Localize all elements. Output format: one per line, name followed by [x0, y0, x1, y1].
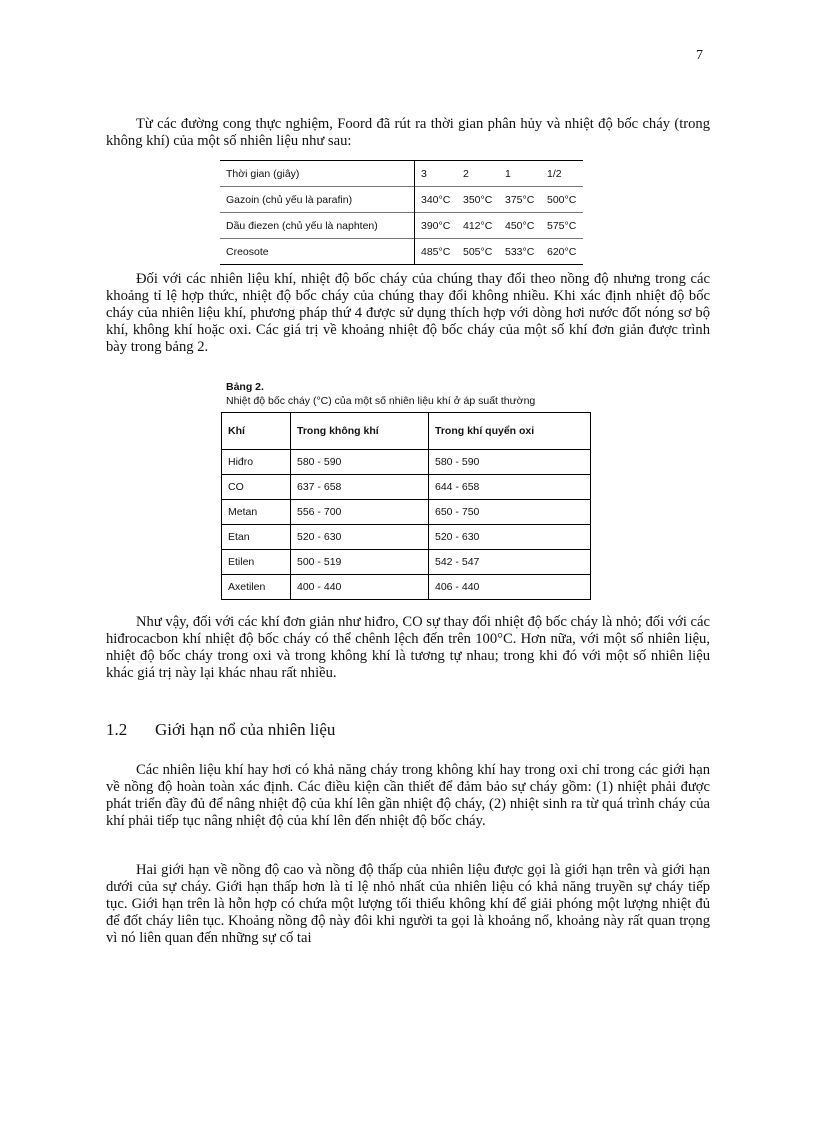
table-cell: 340°C — [415, 187, 458, 213]
table-row — [222, 500, 591, 525]
table-cell: Axetilen — [222, 575, 291, 600]
table-header-row — [222, 413, 591, 450]
table-row — [222, 525, 591, 550]
table-row — [220, 239, 583, 265]
table-cell: 1 — [505, 167, 511, 180]
table-cell: 520 - 630 — [291, 525, 429, 550]
table-cell: Trong không khí — [291, 413, 429, 450]
table-cell: 406 - 440 — [429, 575, 591, 600]
table-cell: 2 — [463, 167, 469, 180]
table-cell: 1/2 — [547, 167, 562, 180]
caption-text: Nhiệt độ bốc cháy (°C) của một số nhiên liệu khí ở áp suất thường — [226, 395, 536, 407]
table-cell: 575°C — [541, 213, 583, 239]
table-ignition-time — [220, 160, 583, 265]
table-cell: 485°C — [415, 239, 458, 265]
table-cell: 580 - 590 — [291, 450, 429, 475]
caption-title: Bảng 2. — [226, 381, 264, 393]
paragraph-flammability: Các nhiên liệu khí hay hơi có khả năng cháy trong không khí hay trong oxi chỉ trong các giới hạn về nồng độ hoàn toàn xác định. Các điều kiện cần thiết để đảm bảo sự cháy gồm: (1) nhiệt phải được phát triển đầy đủ để nâng nhiệt độ của khí lên gần nhiệt độ cháy, (2) nhiệt sinh ra từ quá trình cháy của khí phải tiếp tục nâng nhiệt độ của khí lên đến nhiệt độ bốc cháy. — [106, 762, 710, 829]
page-number: 7 — [696, 48, 703, 63]
table-cell: Gazoin (chủ yếu là parafin) — [220, 187, 415, 213]
table-gas-ignition — [221, 412, 591, 600]
table-cell: 350°C — [457, 187, 499, 213]
section-heading — [106, 720, 335, 740]
table-cell: Dầu điezen (chủ yếu là naphten) — [220, 213, 415, 239]
table-cell: 390°C — [415, 213, 458, 239]
table-cell: 3 — [421, 167, 427, 180]
table-cell: 620°C — [541, 239, 583, 265]
table-cell: Thời gian (giây) — [220, 161, 415, 187]
table-cell: Khí — [222, 413, 291, 450]
paragraph-gas-fuels: Đối với các nhiên liệu khí, nhiệt độ bốc cháy của chúng thay đổi theo nồng độ nhưng trong các khoảng tỉ lệ hợp thức, nhiệt độ bốc cháy của chúng thay đổi không nhiều. Khi xác định nhiệt độ bốc cháy của nhiên liệu khí, phương pháp thứ 4 được sử dụng thích hợp với dòng hơi nước đốt nóng sơ bộ khí, không khí hoặc oxi. Các giá trị về khoảng nhiệt độ bốc cháy của một số khí đơn giản được trình bày trong bảng 2. — [106, 271, 710, 355]
table-cell: 450°C — [499, 213, 541, 239]
table-cell: 556 - 700 — [291, 500, 429, 525]
section-number: 1.2 — [106, 720, 128, 739]
table-cell: 637 - 658 — [291, 475, 429, 500]
table-row — [222, 575, 591, 600]
table-cell: Metan — [222, 500, 291, 525]
table-cell: 542 - 547 — [429, 550, 591, 575]
table-row — [222, 550, 591, 575]
table-row — [220, 187, 583, 213]
table-row — [222, 475, 591, 500]
table-cell: 500 - 519 — [291, 550, 429, 575]
table-cell: Etilen — [222, 550, 291, 575]
section-title: Giới hạn nổ của nhiên liệu — [155, 720, 336, 739]
table-cell: 650 - 750 — [429, 500, 591, 525]
table-cell: 644 - 658 — [429, 475, 591, 500]
table-cell: 375°C — [499, 187, 541, 213]
table-cell: 580 - 590 — [429, 450, 591, 475]
table-cell: 520 - 630 — [429, 525, 591, 550]
table-cell: 400 - 440 — [291, 575, 429, 600]
paragraph-intro: Từ các đường cong thực nghiệm, Foord đã rút ra thời gian phân hủy và nhiệt độ bốc cháy (trong không khí) của một số nhiên liệu như sau: — [106, 116, 710, 149]
paragraph-limits: Hai giới hạn về nồng độ cao và nồng độ thấp của nhiên liệu được gọi là giới hạn trên và giới hạn dưới của sự cháy. Giới hạn thấp hơn là tỉ lệ nhỏ nhất của nhiên liệu có khả năng truyền sự cháy tiếp tục. Giới hạn trên là hỗn hợp có chứa một lượng tối thiểu không khí để giải phóng một lượng nhiệt đủ để đốt cháy liên tục. Khoảng nồng độ này đôi khi người ta gọi là khoảng nổ, khoảng này rất quan trọng vì nó liên quan đến những sự cố tai — [106, 862, 710, 946]
table-caption — [226, 380, 535, 408]
table-cell: Etan — [222, 525, 291, 550]
table-row — [220, 213, 583, 239]
table-cell: Hiđro — [222, 450, 291, 475]
table-cell: 533°C — [499, 239, 541, 265]
table-cell: 412°C — [457, 213, 499, 239]
table-cell: 505°C — [457, 239, 499, 265]
table-cell: 500°C — [541, 187, 583, 213]
table-header-row — [220, 161, 583, 187]
table-cell: Trong khí quyển oxi — [429, 413, 591, 450]
paragraph-conclusion: Như vậy, đối với các khí đơn giản như hiđro, CO sự thay đổi nhiệt độ bốc cháy là nhỏ; đối với các hiđrocacbon khí nhiệt độ bốc cháy có thể chênh lệch đến trên 100°C. Hơn nữa, với một số nhiên liệu, nhiệt độ bốc cháy trong oxi và trong không khí là tương tự nhau; trong khi đó với một số nhiên liệu khác giá trị này lại khác nhau rất nhiều. — [106, 614, 710, 681]
table-cell: Creosote — [220, 239, 415, 265]
table-row — [222, 450, 591, 475]
table-cell: CO — [222, 475, 291, 500]
